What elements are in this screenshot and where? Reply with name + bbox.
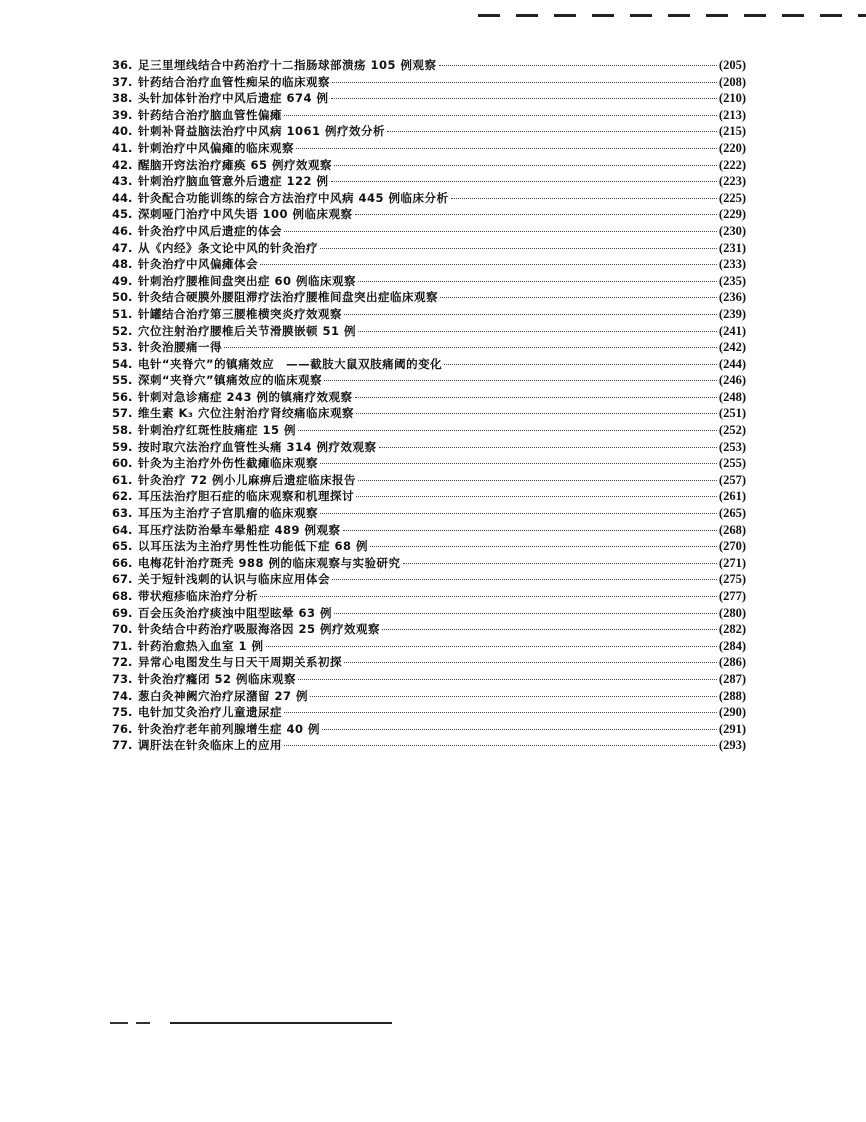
entry-page: (215) <box>718 124 746 139</box>
entry-title: 针灸治疗老年前列腺增生症 40 例 <box>138 721 321 736</box>
table-of-contents <box>112 57 746 754</box>
entry-page: (241) <box>718 323 746 338</box>
bottom-rule <box>110 1022 392 1024</box>
entry-title: 关于短针浅刺的认识与临床应用体会 <box>138 572 330 587</box>
toc-entry <box>112 107 746 124</box>
entry-page: (271) <box>718 555 746 570</box>
entry-title: 耳压疗法防治晕车晕船症 489 例观察 <box>138 522 341 537</box>
entry-page: (248) <box>718 389 746 404</box>
entry-title: 醒脑开窍法治疗瘫痪 65 例疗效观察 <box>138 157 333 172</box>
toc-entry <box>112 605 746 622</box>
entry-page: (223) <box>718 174 746 189</box>
toc-entry <box>112 173 746 190</box>
leader-dots <box>260 596 717 597</box>
entry-title: 维生素 K₃ 穴位注射治疗肾绞痛临床观察 <box>138 406 354 421</box>
leader-dots <box>344 314 717 315</box>
entry-page: (246) <box>718 373 746 388</box>
leader-dots <box>379 447 717 448</box>
leader-dots <box>332 82 717 83</box>
toc-entry <box>112 638 746 655</box>
leader-dots <box>310 696 717 697</box>
toc-entry <box>112 389 746 406</box>
entry-number: 41. <box>112 140 133 155</box>
entry-page: (261) <box>718 489 746 504</box>
entry-title: 深刺哑门治疗中风失语 100 例临床观察 <box>138 207 353 222</box>
entry-page: (213) <box>718 107 746 122</box>
entry-number: 77. <box>112 738 133 753</box>
entry-title: 针灸治疗癃闭 52 例临床观察 <box>138 671 297 686</box>
entry-number: 62. <box>112 489 133 504</box>
entry-page: (242) <box>718 340 746 355</box>
leader-dots <box>298 430 717 431</box>
entry-number: 43. <box>112 174 133 189</box>
leader-dots <box>356 496 717 497</box>
entry-title: 针药治愈热入血室 1 例 <box>138 638 264 653</box>
entry-page: (210) <box>718 91 746 106</box>
toc-entry <box>112 256 746 273</box>
toc-entry <box>112 488 746 505</box>
entry-number: 37. <box>112 74 133 89</box>
entry-number: 74. <box>112 688 133 703</box>
toc-entry <box>112 190 746 207</box>
toc-entry <box>112 654 746 671</box>
toc-entry <box>112 538 746 555</box>
toc-entry <box>112 339 746 356</box>
entry-title: 异常心电图发生与日天干周期关系初探 <box>138 655 342 670</box>
toc-entry <box>112 505 746 522</box>
entry-number: 66. <box>112 555 133 570</box>
entry-title: 葱白灸神阙穴治疗尿潴留 27 例 <box>138 688 309 703</box>
toc-entry <box>112 223 746 240</box>
entry-title: 电针“夹脊穴”的镇痛效应 ——截肢大鼠双肢痛阈的变化 <box>138 356 443 371</box>
toc-entry <box>112 140 746 157</box>
entry-title: 针刺对急诊痛症 243 例的镇痛疗效观察 <box>138 389 353 404</box>
entry-page: (255) <box>718 456 746 471</box>
entry-title: 按时取穴法治疗血管性头痛 314 例疗效观察 <box>138 439 377 454</box>
toc-entry <box>112 472 746 489</box>
toc-entry <box>112 522 746 539</box>
toc-entry <box>112 157 746 174</box>
toc-entry <box>112 704 746 721</box>
leader-dots <box>284 231 717 232</box>
entry-page: (282) <box>718 622 746 637</box>
toc-entry <box>112 555 746 572</box>
leader-dots <box>356 413 717 414</box>
entry-number: 60. <box>112 456 133 471</box>
entry-page: (293) <box>718 738 746 753</box>
toc-entry <box>112 737 746 754</box>
leader-dots <box>260 264 717 265</box>
leader-dots <box>355 214 717 215</box>
entry-number: 49. <box>112 273 133 288</box>
entry-number: 48. <box>112 257 133 272</box>
leader-dots <box>331 98 717 99</box>
entry-page: (225) <box>718 190 746 205</box>
leader-dots <box>451 198 717 199</box>
entry-title: 头针加体针治疗中风后遗症 674 例 <box>138 91 329 106</box>
entry-page: (252) <box>718 423 746 438</box>
entry-title: 针灸结合中药治疗吸服海洛因 25 例疗效观察 <box>138 622 381 637</box>
entry-title: 针刺治疗脑血管意外后遗症 122 例 <box>138 174 329 189</box>
leader-dots <box>320 248 717 249</box>
entry-number: 70. <box>112 622 133 637</box>
toc-entry <box>112 240 746 257</box>
entry-number: 72. <box>112 655 133 670</box>
entry-page: (290) <box>718 705 746 720</box>
leader-dots <box>358 281 717 282</box>
toc-entry <box>112 439 746 456</box>
entry-page: (222) <box>718 157 746 172</box>
entry-number: 75. <box>112 705 133 720</box>
leader-dots <box>284 712 717 713</box>
entry-page: (239) <box>718 306 746 321</box>
entry-page: (205) <box>718 58 746 72</box>
entry-page: (235) <box>718 273 746 288</box>
leader-dots <box>343 530 717 531</box>
entry-title: 针药结合治疗血管性痴呆的临床观察 <box>138 74 330 89</box>
entry-number: 44. <box>112 190 133 205</box>
entry-page: (208) <box>718 74 746 89</box>
entry-title: 针刺治疗腰椎间盘突出症 60 例临床观察 <box>138 273 357 288</box>
entry-title: 电梅花针治疗斑秃 988 例的临床观察与实验研究 <box>138 555 401 570</box>
leader-dots <box>284 115 717 116</box>
toc-entry <box>112 123 746 140</box>
entry-title: 针刺治疗中风偏瘫的临床观察 <box>138 140 294 155</box>
entry-page: (253) <box>718 439 746 454</box>
entry-title: 从《内经》条文论中风的针灸治疗 <box>138 240 318 255</box>
toc-entry <box>112 422 746 439</box>
entry-page: (291) <box>718 721 746 736</box>
leader-dots <box>320 463 717 464</box>
toc-entry <box>112 323 746 340</box>
leader-dots <box>284 745 717 746</box>
top-dashed-rule <box>478 14 866 17</box>
entry-title: 针灸治疗中风后遗症的体会 <box>138 223 282 238</box>
entry-title: 针灸配合功能训练的综合方法治疗中风病 445 例临床分析 <box>138 190 449 205</box>
entry-number: 54. <box>112 356 133 371</box>
entry-page: (257) <box>718 472 746 487</box>
toc-entry <box>112 90 746 107</box>
entry-number: 65. <box>112 539 133 554</box>
entry-number: 71. <box>112 638 133 653</box>
leader-dots <box>332 579 717 580</box>
entry-number: 52. <box>112 323 133 338</box>
leader-dots <box>266 646 717 647</box>
leader-dots <box>358 480 717 481</box>
leader-dots <box>331 181 717 182</box>
entry-title: 深刺“夹脊穴”镇痛效应的临床观察 <box>138 373 323 388</box>
entry-page: (277) <box>718 589 746 603</box>
entry-number: 47. <box>112 240 133 255</box>
leader-dots <box>322 729 717 730</box>
entry-title: 针刺治疗红斑性肢痛症 15 例 <box>138 423 297 438</box>
entry-page: (286) <box>718 655 746 670</box>
entry-number: 40. <box>112 124 133 139</box>
entry-number: 42. <box>112 157 133 172</box>
entry-number: 69. <box>112 605 133 620</box>
entry-page: (270) <box>718 539 746 554</box>
toc-entry <box>112 74 746 91</box>
leader-dots <box>334 613 717 614</box>
leader-dots <box>370 546 717 547</box>
entry-number: 58. <box>112 423 133 438</box>
entry-number: 45. <box>112 207 133 222</box>
entry-number: 63. <box>112 506 133 521</box>
entry-page: (268) <box>718 522 746 537</box>
entry-number: 36. <box>112 58 133 72</box>
entry-title: 针灸结合硬膜外腰阻滞疗法治疗腰椎间盘突出症临床观察 <box>138 290 438 305</box>
entry-page: (229) <box>718 207 746 222</box>
entry-page: (251) <box>718 406 746 421</box>
leader-dots <box>439 65 717 66</box>
leader-dots <box>440 297 717 298</box>
entry-page: (236) <box>718 290 746 305</box>
leader-dots <box>334 165 717 166</box>
entry-title: 针刺补肾益脑法治疗中风病 1061 例疗效分析 <box>138 124 386 139</box>
toc-entry <box>112 621 746 638</box>
entry-number: 73. <box>112 671 133 686</box>
entry-title: 电针加艾灸治疗儿童遗尿症 <box>138 705 282 720</box>
leader-dots <box>444 364 717 365</box>
leader-dots <box>298 679 717 680</box>
entry-title: 百会压灸治疗痰浊中阻型眩晕 63 例 <box>138 605 333 620</box>
entry-number: 68. <box>112 589 133 603</box>
leader-dots <box>355 397 717 398</box>
leader-dots <box>387 131 717 132</box>
entry-number: 56. <box>112 389 133 404</box>
entry-page: (265) <box>718 506 746 521</box>
toc-entry <box>112 671 746 688</box>
entry-title: 针灸为主治疗外伤性截瘫临床观察 <box>138 456 318 471</box>
toc-entry <box>112 571 746 588</box>
leader-dots <box>324 380 717 381</box>
toc-entry <box>112 688 746 705</box>
toc-entry <box>112 372 746 389</box>
entry-title: 带状疱疹临床治疗分析 <box>138 589 258 603</box>
entry-number: 67. <box>112 572 133 587</box>
toc-entry <box>112 289 746 306</box>
leader-dots <box>382 629 717 630</box>
entry-title: 针灸治腰痛一得 <box>138 340 222 355</box>
entry-title: 针灸治疗 72 例小儿麻痹后遗症临床报告 <box>138 472 357 487</box>
entry-page: (280) <box>718 605 746 620</box>
entry-title: 耳压法治疗胆石症的临床观察和机理探讨 <box>138 489 354 504</box>
toc-entry <box>112 306 746 323</box>
leader-dots <box>296 148 717 149</box>
leader-dots <box>344 662 717 663</box>
entry-number: 59. <box>112 439 133 454</box>
entry-page: (244) <box>718 356 746 371</box>
leader-dots <box>224 347 717 348</box>
entry-page: (275) <box>718 572 746 587</box>
leader-dots <box>403 563 717 564</box>
toc-entry <box>112 356 746 373</box>
entry-number: 51. <box>112 306 133 321</box>
entry-title: 耳压为主治疗子宫肌瘤的临床观察 <box>138 506 318 521</box>
entry-number: 39. <box>112 107 133 122</box>
entry-title: 针罐结合治疗第三腰椎横突炎疗效观察 <box>138 306 342 321</box>
entry-number: 53. <box>112 340 133 355</box>
entry-title: 针灸治疗中风偏瘫体会 <box>138 257 258 272</box>
entry-page: (231) <box>718 240 746 255</box>
entry-number: 64. <box>112 522 133 537</box>
toc-entry <box>112 273 746 290</box>
entry-page: (220) <box>718 140 746 155</box>
toc-entry <box>112 57 746 74</box>
entry-number: 57. <box>112 406 133 421</box>
entry-title: 足三里埋线结合中药治疗十二指肠球部溃疡 105 例观察 <box>138 58 437 72</box>
toc-entry <box>112 405 746 422</box>
entry-number: 61. <box>112 472 133 487</box>
toc-entry <box>112 455 746 472</box>
entry-title: 穴位注射治疗腰椎后关节滑膜嵌顿 51 例 <box>138 323 357 338</box>
entry-page: (284) <box>718 638 746 653</box>
leader-dots <box>358 331 717 332</box>
toc-entry <box>112 721 746 738</box>
entry-title: 针药结合治疗脑血管性偏瘫 <box>138 107 282 122</box>
entry-page: (287) <box>718 671 746 686</box>
leader-dots <box>320 513 717 514</box>
entry-page: (233) <box>718 257 746 272</box>
toc-entry <box>112 588 746 605</box>
entry-number: 55. <box>112 373 133 388</box>
entry-number: 46. <box>112 223 133 238</box>
entry-page: (288) <box>718 688 746 703</box>
entry-number: 76. <box>112 721 133 736</box>
entry-page: (230) <box>718 223 746 238</box>
entry-title: 调肝法在针灸临床上的应用 <box>138 738 282 753</box>
toc-entry <box>112 206 746 223</box>
entry-number: 50. <box>112 290 133 305</box>
entry-title: 以耳压法为主治疗男性性功能低下症 68 例 <box>138 539 369 554</box>
entry-number: 38. <box>112 91 133 106</box>
